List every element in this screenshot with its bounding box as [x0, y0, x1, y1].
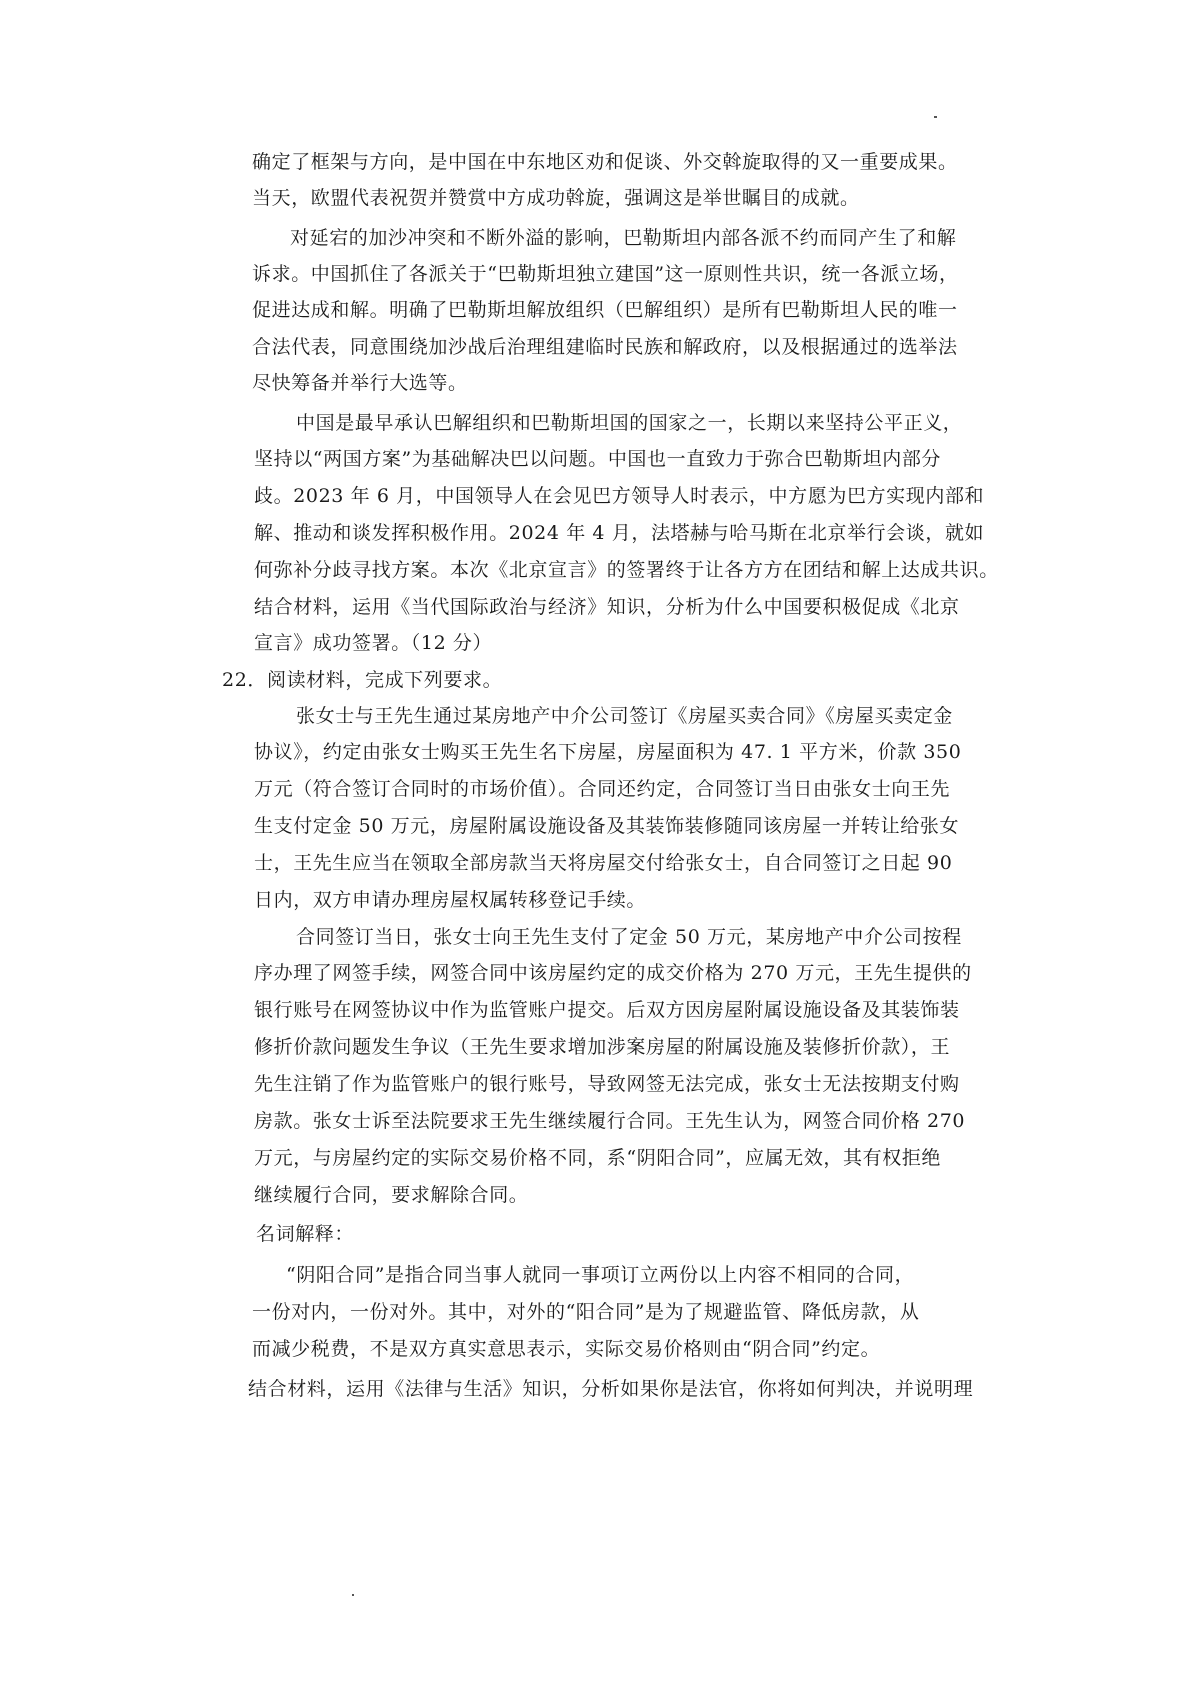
- page-mark: [352, 1594, 354, 1596]
- paragraph-line: 促进达成和解。明确了巴勒斯坦解放组织（巴解组织）是所有巴勒斯坦人民的唯一: [252, 299, 958, 321]
- glossary-line: 而减少税费，不是双方真实意思表示，实际交易价格则由“阴合同”约定。: [252, 1338, 881, 1360]
- paragraph-line: 协议》，约定由张女士购买王先生名下房屋，房屋面积为 47. 1 平方米，价款 350: [254, 741, 962, 763]
- page-mark: [934, 116, 937, 118]
- paragraph-line: 生支付定金 50 万元，房屋附属设施设备及其装饰装修随同该房屋一并转让给张女: [254, 815, 960, 837]
- paragraph-line: 诉求。中国抓住了各派关于“巴勒斯坦独立建国”这一原则性共识，统一各派立场，: [252, 263, 959, 285]
- paragraph-line: 合法代表，同意围绕加沙战后治理组建临时民族和解政府，以及根据通过的选举法: [252, 336, 958, 358]
- paragraph-line: 银行账号在网签协议中作为监管账户提交。后双方因房屋附属设施设备及其装饰装: [254, 999, 960, 1021]
- paragraph-line: 结合材料，运用《当代国际政治与经济》知识，分析为什么中国要积极促成《北京: [254, 596, 960, 618]
- paragraph-line: 日内，双方申请办理房屋权属转移登记手续。: [254, 889, 647, 911]
- paragraph-line: 解、推动和谈发挥积极作用。2024 年 4 月，法塔赫与哈马斯在北京举行会谈，就如: [254, 522, 985, 544]
- paragraph-line: 中国是最早承认巴解组织和巴勒斯坦国的国家之一，长期以来坚持公平正义，: [296, 412, 963, 434]
- paragraph-line: 歧。2023 年 6 月，中国领导人在会见巴方领导人时表示，中方愿为巴方实现内部和: [254, 485, 985, 507]
- paragraph-line: 序办理了网签手续，网签合同中该房屋约定的成交价格为 270 万元，王先生提供的: [254, 962, 972, 984]
- paragraph-line: 万元（符合签订合同时的市场价值）。合同还约定，合同签订当日由张女士向王先: [254, 778, 951, 800]
- paragraph-line: 万元，与房屋约定的实际交易价格不同，系“阴阳合同”，应属无效，其有权拒绝: [254, 1147, 942, 1169]
- paragraph-line: 当天，欧盟代表祝贺并赞赏中方成功斡旋，强调这是举世瞩目的成就。: [252, 187, 860, 209]
- paragraph-line: 宣言》成功签署。（12 分）: [254, 632, 493, 654]
- glossary-line: “阴阳合同”是指合同当事人就同一事项订立两份以上内容不相同的合同，: [286, 1264, 915, 1286]
- paragraph-line: 对延宕的加沙冲突和不断外溢的影响，巴勒斯坦内部各派不约而同产生了和解: [290, 227, 957, 249]
- paragraph-line: 继续履行合同，要求解除合同。: [254, 1184, 529, 1206]
- paragraph-line: 先生注销了作为监管账户的银行账号，导致网签无法完成，张女士无法按期支付购: [254, 1073, 960, 1095]
- paragraph-line: 确定了框架与方向，是中国在中东地区劝和促谈、外交斡旋取得的又一重要成果。: [252, 151, 958, 173]
- paragraph-line: 坚持以“两国方案”为基础解决巴以问题。中国也一直致力于弥合巴勒斯坦内部分: [254, 448, 942, 470]
- paragraph-line: 房款。张女士诉至法院要求王先生继续履行合同。王先生认为，网签合同价格 270: [254, 1110, 966, 1132]
- question-prompt: 结合材料，运用《法律与生活》知识，分析如果你是法官，你将如何判决，并说明理: [248, 1378, 974, 1400]
- glossary-line: 一份对内，一份对外。其中，对外的“阳合同”是为了规避监管、降低房款，从: [252, 1301, 920, 1323]
- paragraph-line: 尽快筹备并举行大选等。: [252, 372, 468, 394]
- paragraph-line: 合同签订当日，张女士向王先生支付了定金 50 万元，某房地产中介公司按程: [296, 926, 962, 948]
- question-title: 22．阅读材料，完成下列要求。: [222, 669, 503, 691]
- paragraph-line: 何弥补分歧寻找方案。本次《北京宣言》的签署终于让各方方在团结和解上达成共识。: [254, 559, 999, 581]
- glossary-title: 名词解释：: [256, 1223, 355, 1245]
- paragraph-line: 修折价款问题发生争议（王先生要求增加涉案房屋的附属设施及装修折价款），王: [254, 1036, 951, 1058]
- paragraph-line: 张女士与王先生通过某房地产中介公司签订《房屋买卖合同》《房屋买卖定金: [296, 705, 953, 727]
- paragraph-line: 士，王先生应当在领取全部房款当天将房屋交付给张女士，自合同签订之日起 90: [254, 852, 953, 874]
